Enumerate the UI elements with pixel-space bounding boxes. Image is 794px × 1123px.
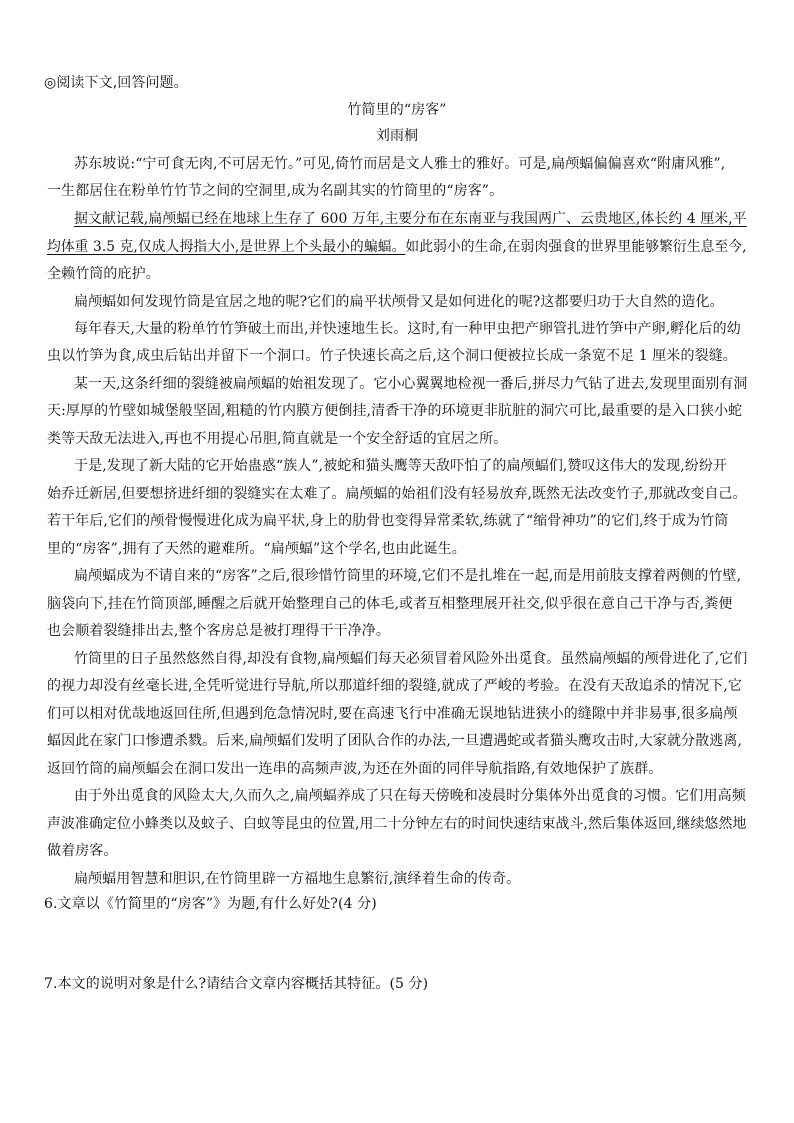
- body-line: 由于外出觅食的风险太大,久而久之,扁颅蝠养成了只在每天傍晚和凌晨时分集体外出觅食的习惯。它们用高频: [74, 788, 746, 804]
- body-line: 扁颅蝠成为不请自来的“房客”之后,很珍惜竹筒里的环境,它们不是扎堆在一起,而是用前肢支撑着两侧的竹壁,: [74, 568, 742, 584]
- body-line: 虫以竹笋为食,成虫后钻出并留下一个洞口。竹子快速长高之后,这个洞口便被拉长成一条宽不足 1 厘米的裂缝。: [47, 348, 737, 364]
- body-line: 们可以相对优哉地返回住所,但遇到危急情况时,要在高速飞行中准确无误地钻进狭小的缝隙中并非易事,很多扁颅: [47, 706, 738, 722]
- body-line: 苏东坡说:“宁可食无肉,不可居无竹。”可见,倚竹而居是文人雅士的雅好。可是,扁颅蝠偏偏喜欢“附庸风雅”,: [74, 156, 726, 172]
- body-line: 返回竹筒的扁颅蝠会在洞口发出一连串的高频声波,为还在外面的同伴导航指路,有效地保护了族群。: [47, 761, 663, 777]
- body-line: 类等天敌无法进入,再也不用提心吊胆,简直就是一个安全舒适的宜居之所。: [47, 431, 508, 447]
- question-7: 7.本文的说明对象是什么?请结合文章内容概括其特征。(5 分): [44, 976, 429, 992]
- body-line: 一生都居住在粉单竹竹节之间的空洞里,成为名副其实的竹筒里的“房客”。: [47, 183, 504, 199]
- body-line: 脑袋向下,挂在竹筒顶部,睡醒之后就开始整理自己的体毛,或者互相整理展开社交,似乎很在意自己干净与否,粪便: [47, 596, 733, 612]
- body-line-underlined: 据文献记载,扁颅蝠已经在地球上生存了 600 万年,主要分布在东南亚与我国两广、云贵地区,体长约 4 厘米,平: [74, 211, 747, 227]
- body-line: 若干年后,它们的颅骨慢慢进化成为扁平状,身上的肋骨也变得异常柔软,练就了“缩骨神功”的它们,终于成为竹筒: [47, 513, 729, 529]
- body-line: 全赖竹筒的庇护。: [47, 266, 160, 282]
- body-line: 扁颅蝠如何发现竹筒是宜居之地的呢?它们的扁平状颅骨又是如何进化的呢?这都要归功于大自然的造化。: [74, 294, 724, 310]
- body-line: 于是,发现了新大陆的它开始蛊惑“族人”,被蛇和猫头鹰等天敌吓怕了的扁颅蝠们,赞叹这伟大的发现,纷纷开: [74, 458, 728, 474]
- body-line: 也会顺着裂缝排出去,整个客房总是被打理得干干净净。: [47, 623, 390, 639]
- body-line: 扁颅蝠用智慧和胆识,在竹筒里辟一方福地生息繁衍,演绎着生命的传奇。: [74, 871, 521, 887]
- body-line: 始乔迁新居,但要想挤进纤细的裂缝实在太难了。扁颅蝠的始祖们没有轻易放弃,既然无法改变竹子,那就改变自己。: [47, 486, 747, 502]
- article-title: 竹简里的“房客”: [347, 102, 447, 118]
- body-line: 声波准确定位小蜂类以及蚊子、白蚁等昆虫的位置,用二十分钟左右的时间快速结束战斗,然后集体返回,继续悠然地: [47, 816, 747, 832]
- body-line: 某一天,这条纤细的裂缝被扁颅蝠的始祖发现了。它小心翼翼地检视一番后,拼尽力气钻了进去,发现里面别有洞: [74, 376, 748, 392]
- body-line-mixed: [47, 236, 747, 258]
- body-line: 蝠因此在家门口惨遭杀戮。后来,扁颅蝠们发明了团队合作的办法,一旦遭遇蛇或者猫头鹰攻击时,大家就分散逃离,: [47, 733, 742, 749]
- body-line: 里的“房客”,拥有了天然的避难所。“扁颅蝠”这个学名,也由此诞生。: [47, 541, 466, 557]
- underlined-text: 均体重 3.5 克,仅成人拇指大小,是世界上个头最小的蝙蝠。: [47, 239, 406, 255]
- body-line: 天:厚厚的竹壁如城堡般坚固,粗糙的竹内膜方便倒挂,清香干净的环境更非肮脏的洞穴可比,最重要的是入口狭小蛇: [47, 403, 743, 419]
- body-text: 如此弱小的生命,在弱肉强食的世界里能够繁衍生息至今,: [405, 239, 747, 255]
- article-author: 刘雨桐: [375, 128, 419, 144]
- body-line: 竹筒里的日子虽然悠然自得,却没有食物,扁颅蝠们每天必须冒着风险外出觅食。虽然扁颅蝠的颅骨进化了,它们: [74, 651, 748, 667]
- body-line: 每年春天,大量的粉单竹竹笋破土而出,并快速地生长。这时,有一种甲虫把产卵管扎进竹笋中产卵,孵化后的幼: [74, 321, 741, 337]
- reading-instruction: ◎阅读下文,回答问题。: [44, 75, 188, 91]
- question-6: 6.文章以《竹简里的“房客”》为题,有什么好处?(4 分): [44, 896, 377, 912]
- body-line: 的视力却没有丝毫长进,全凭听觉进行导航,所以那道纤细的裂缝,就成了严峻的考验。在没有天敌追杀的情况下,它: [47, 678, 742, 694]
- body-line: 做着房客。: [47, 843, 118, 859]
